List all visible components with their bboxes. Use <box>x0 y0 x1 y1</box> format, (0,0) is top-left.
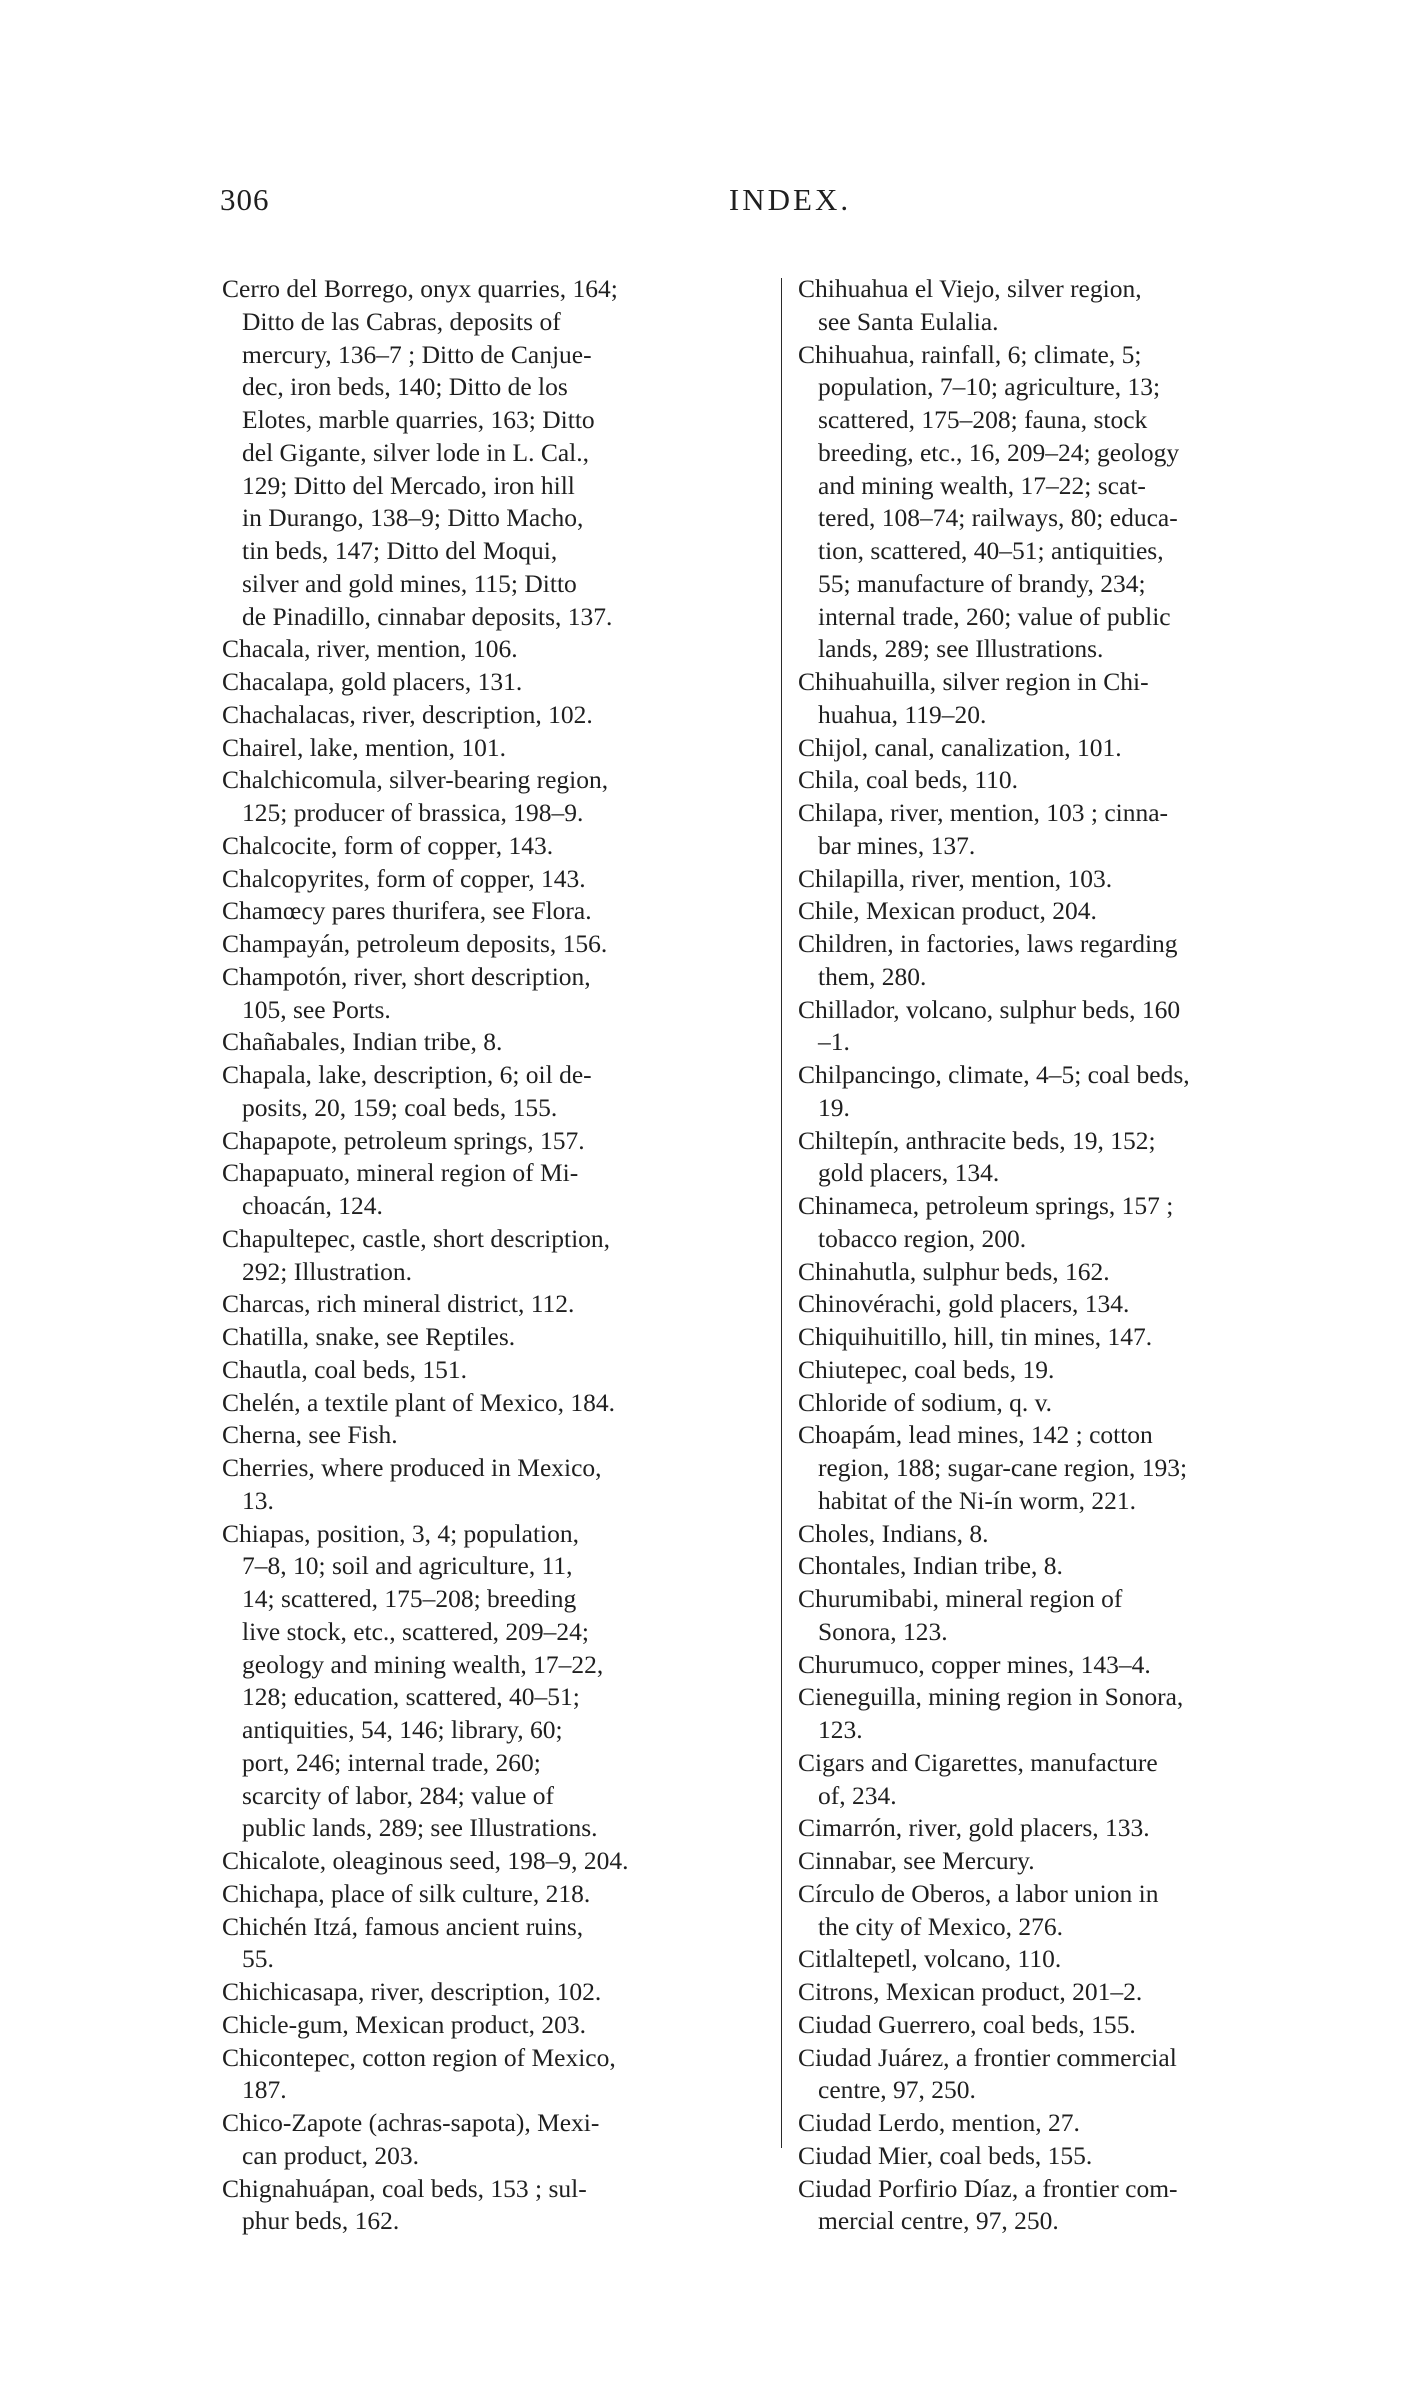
index-entry: Cherna, see Fish. <box>222 1420 398 1450</box>
index-entry: Churumibabi, mineral region of Sonora, 123. <box>798 1584 1123 1646</box>
index-entry: Chamœcy pares thurifera, see Flora. <box>222 896 592 926</box>
index-entry: Champotón, river, short description, 105, see Ports. <box>222 961 591 1024</box>
index-entry: Cinnabar, see Mercury. <box>798 1846 1035 1875</box>
index-entry: Chalchicomula, silver-bearing region, 125; producer of brassica, 198–9. <box>222 765 609 827</box>
index-entry: Cimarrón, river, gold placers, 133. <box>798 1813 1150 1843</box>
index-entry: Chapapote, petroleum springs, 157. <box>222 1125 585 1155</box>
index-entry: Chontales, Indian tribe, 8. <box>798 1551 1063 1581</box>
index-entry: Ciudad Mier, coal beds, 155. <box>798 2140 1093 2170</box>
index-entry: Cieneguilla, mining region in Sonora, 123. <box>798 1682 1184 1744</box>
index-entry: Chautla, coal beds, 151. <box>222 1354 468 1384</box>
index-entry: Chairel, lake, mention, 101. <box>222 732 506 762</box>
index-entry: Chihuahua el Viejo, silver region, see Santa Eulalia. <box>798 274 1142 336</box>
index-entry: Chiapas, position, 3, 4; population, 7–8, 10; soil and agriculture, 11, 14; scattered, 175–208; breeding live stock, etc., scattered, 209–24; geology and mining wealth, 17–22, 128; education, scattered, 40–51; antiquities, 54, 146; library, 60; port, 246; internal trade, 260; scarcity of labor, 284; value of public lands, 289; see Illustrations. <box>222 1518 604 1843</box>
index-entry: Chichén Itzá, famous ancient ruins, 55. <box>222 1911 584 1974</box>
index-entry: Chignahuápan, coal beds, 153 ; sul- phur beds, 162. <box>222 2173 587 2236</box>
index-entry: Ciudad Lerdo, mention, 27. <box>798 2108 1080 2137</box>
index-entry: Chiutepec, coal beds, 19. <box>798 1354 1055 1384</box>
index-entry: Charcas, rich mineral district, 112. <box>222 1289 575 1319</box>
index-entry: Cerro del Borrego, onyx quarries, 164; Ditto de las Cabras, deposits of mercury, 136–7 ; Ditto de Canjue- dec, iron beds, 140; Ditto de los Elotes, marble quarries, 163; Ditto del Gigante, silver lode in L. Cal., 129; Ditto del Mercado, iron hill in Durango, 138–9; Ditto Macho, tin beds, 147; Ditto del Moqui, silver and gold mines, 115; Ditto de Pinadillo, cinnabar deposits, 137. <box>222 274 618 631</box>
index-entry: Chachalacas, river, description, 102. <box>222 699 593 729</box>
index-entry: Chatilla, snake, see Reptiles. <box>222 1322 516 1351</box>
index-entry: Churumuco, copper mines, 143–4. <box>798 1649 1151 1679</box>
index-entry: Choles, Indians, 8. <box>798 1518 989 1548</box>
index-entry: Chijol, canal, canalization, 101. <box>798 732 1122 762</box>
page-header <box>220 182 1360 222</box>
index-entry: Ciudad Juárez, a frontier commercial centre, 97, 250. <box>798 2042 1177 2105</box>
running-head-title: INDEX. <box>728 182 852 217</box>
index-entry: Choapám, lead mines, 142 ; cotton region, 188; sugar-cane region, 193; habitat of the Ni-ín worm, 221. <box>798 1420 1188 1515</box>
index-entry: Chichicasapa, river, description, 102. <box>222 1977 602 2006</box>
index-entry: Chiltepín, anthracite beds, 19, 152; gold placers, 134. <box>798 1125 1156 1188</box>
index-entry: Chico-Zapote (achras-sapota), Mexi- can product, 203. <box>222 2108 600 2170</box>
index-entry: Chapapuato, mineral region of Mi- choacán, 124. <box>222 1158 579 1220</box>
index-entry: Círculo de Oberos, a labor union in the city of Mexico, 276. <box>798 1878 1159 1941</box>
index-entry: Ciudad Guerrero, coal beds, 155. <box>798 2009 1136 2039</box>
column-divider <box>781 278 782 2148</box>
index-column-left <box>222 273 782 2238</box>
index-column-right <box>798 273 1358 2238</box>
index-entry: Chile, Mexican product, 204. <box>798 896 1097 926</box>
index-entry: Cigars and Cigarettes, manufacture of, 234. <box>798 1747 1158 1810</box>
index-entry: Chillador, volcano, sulphur beds, 160 –1. <box>798 994 1181 1057</box>
index-entry: Chilapa, river, mention, 103 ; cinna- bar mines, 137. <box>798 798 1169 860</box>
index-entry: Chalcopyrites, form of copper, 143. <box>222 863 586 893</box>
index-entry: Chapala, lake, description, 6; oil de- posits, 20, 159; coal beds, 155. <box>222 1060 592 1122</box>
index-entry: Chinameca, petroleum springs, 157 ; tobacco region, 200. <box>798 1191 1174 1253</box>
page-number: 306 <box>220 182 270 217</box>
index-entry: Chilapilla, river, mention, 103. <box>798 863 1113 893</box>
index-entry: Citrons, Mexican product, 201–2. <box>798 1977 1143 2006</box>
index-entry: Chapultepec, castle, short description, 292; Illustration. <box>222 1223 611 1286</box>
index-entry: Chila, coal beds, 110. <box>798 765 1019 795</box>
index-entry: Chacala, river, mention, 106. <box>222 634 518 664</box>
index-entry: Citlaltepetl, volcano, 110. <box>798 1944 1062 1974</box>
index-entry: Chinovérachi, gold placers, 134. <box>798 1289 1130 1319</box>
index-entry: Chañabales, Indian tribe, 8. <box>222 1027 503 1057</box>
index-entry: Chichapa, place of silk culture, 218. <box>222 1878 591 1908</box>
index-entry: Chacalapa, gold placers, 131. <box>222 667 523 696</box>
index-entry: Chalcocite, form of copper, 143. <box>222 830 554 860</box>
index-entry: Chloride of sodium, q. v. <box>798 1387 1053 1417</box>
index-entry: Chicle-gum, Mexican product, 203. <box>222 2009 586 2039</box>
index-entry: Champayán, petroleum deposits, 156. <box>222 929 608 958</box>
index-entry: Ciudad Porfirio Díaz, a frontier com- mercial centre, 97, 250. <box>798 2173 1178 2236</box>
index-entry: Chicalote, oleaginous seed, 198–9, 204. <box>222 1846 629 1875</box>
index-entry: Chiquihuitillo, hill, tin mines, 147. <box>798 1322 1153 1351</box>
index-entry: Chinahutla, sulphur beds, 162. <box>798 1256 1110 1286</box>
index-entry: Chihuahuilla, silver region in Chi- huahua, 119–20. <box>798 667 1149 729</box>
index-entry: Chihuahua, rainfall, 6; climate, 5; population, 7–10; agriculture, 13; scattered, 175–208; fauna, stock breeding, etc., 16, 209–24; geology and mining wealth, 17–22; scat- tered, 108–74; railways, 80; educa- tion, scattered, 40–51; antiquities, 55; manufacture of brandy, 234; internal trade, 260; value of public lands, 289; see Illustrations. <box>798 339 1180 664</box>
index-entry: Children, in factories, laws regarding them, 280. <box>798 929 1178 991</box>
index-entry: Chelén, a textile plant of Mexico, 184. <box>222 1387 616 1417</box>
index-entry: Chilpancingo, climate, 4–5; coal beds, 19. <box>798 1060 1190 1122</box>
index-entry: Chicontepec, cotton region of Mexico, 187. <box>222 2042 616 2105</box>
index-entry: Cherries, where produced in Mexico, 13. <box>222 1453 602 1515</box>
